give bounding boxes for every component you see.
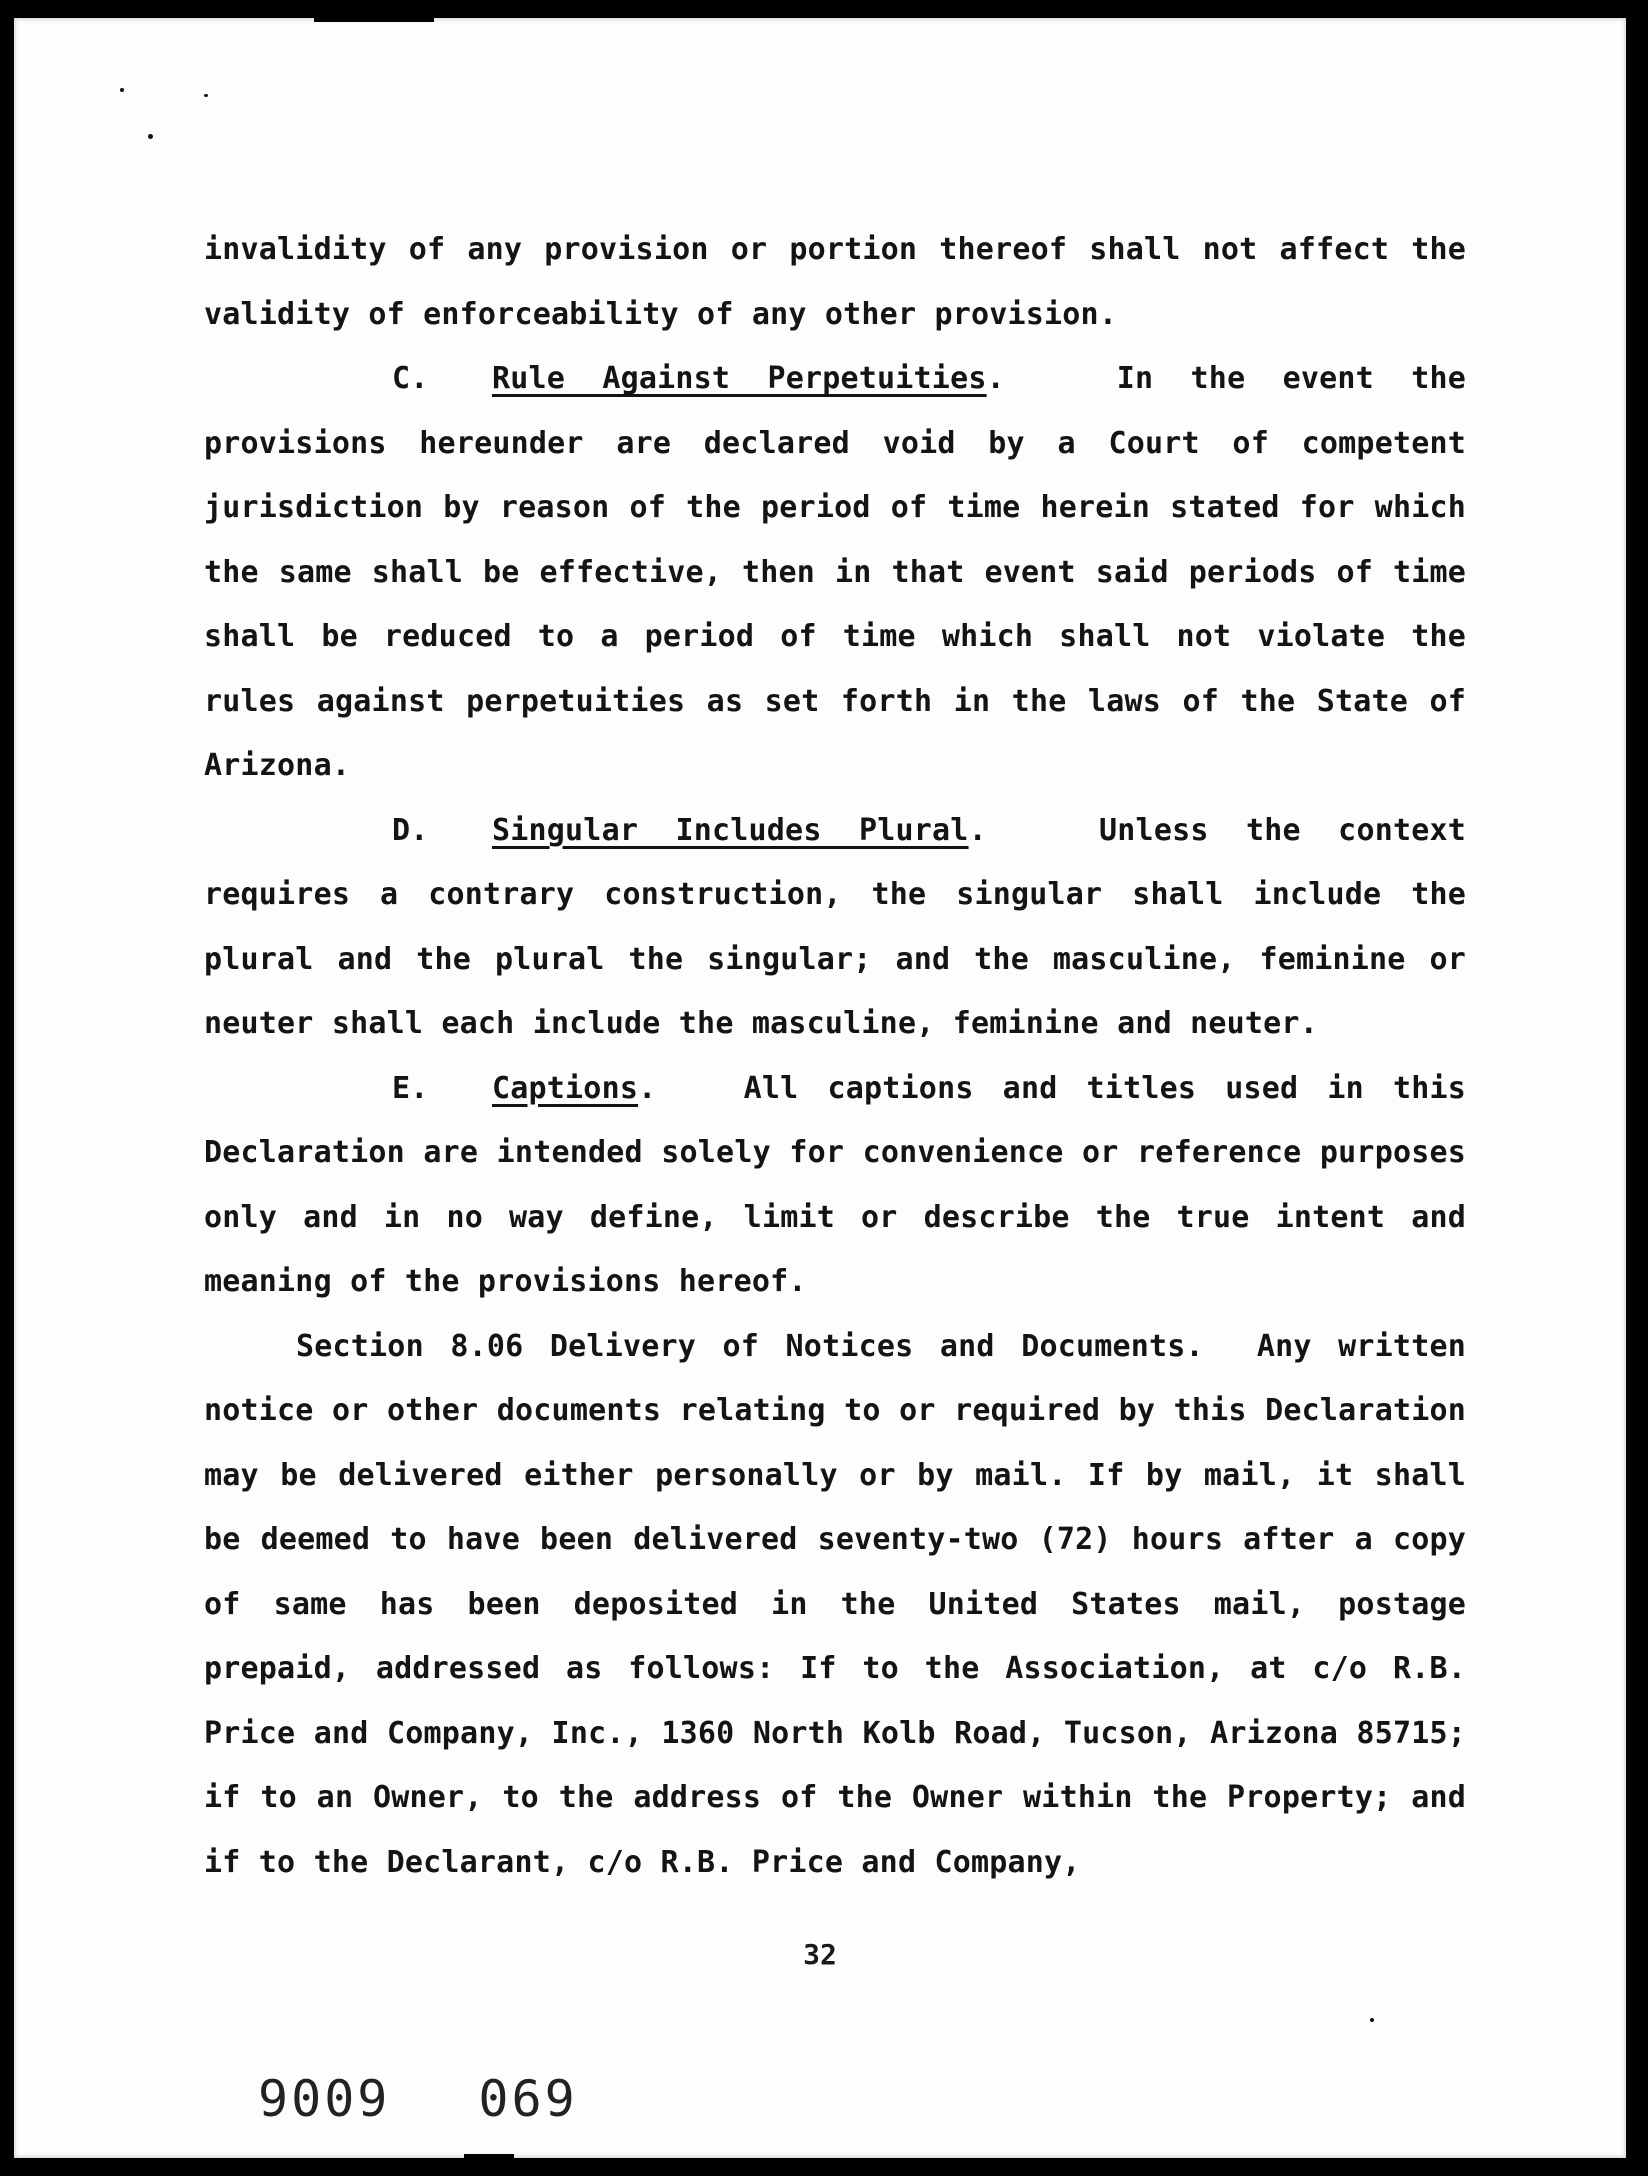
body-text [204, 218, 1466, 1895]
clause-letter: C. [392, 361, 429, 396]
clause-letter: D. [392, 812, 429, 848]
scan-edge-mark [314, 18, 434, 22]
stamp-book: 9009 [258, 2070, 391, 2128]
document-page [14, 18, 1626, 2158]
page-number: 32 [803, 1938, 837, 1971]
continuation-paragraph: invalidity of any provision or portion thereof shall not affect the validity of enforceability of any other provision. [204, 232, 1466, 332]
scan-speck [148, 134, 153, 139]
scan-speck [1370, 2018, 1374, 2022]
clause-heading: Singular Includes Plural [492, 812, 969, 848]
clause-letter: E. [392, 1070, 429, 1106]
stamp-page: 069 [478, 2070, 578, 2128]
section-label: Section 8.06 [296, 1328, 524, 1364]
scan-edge-mark [464, 2154, 514, 2158]
section-title: Delivery of Notices and Documents. [549, 1328, 1204, 1364]
section-paragraph [204, 1315, 1466, 1896]
scan-speck [204, 94, 208, 97]
section-text: Any written notice or other documents relating to or required by this Declaration may be delivered either personally or by mail. If by mail, it shall be deemed to have been delivered seventy-two (72) hours after a copy of same has been deposited in the United States mail, postage prepaid, addressed as follows: If to the Association, at c/o R.B. Price and Company, Inc., 1360 North Kolb Road, Tucson, Arizona 85715; if to an Owner, to the address of the Owner within the Property; and if to the Declarant, c/o R.B. Price and Company, [204, 1328, 1466, 1880]
clause-text: In the event the provisions hereunder are declared void by a Court of competent jurisdiction by reason of the period of time herein stated for which the same shall be effective, then in that event said periods of time shall be reduced to a period of time which shall not violate the rules against perpetuities as set forth in the laws of the State of Arizona. [204, 361, 1467, 783]
clause-text: Unless the context requires a contrary construction, the singular shall include the plural and the plural the singular; and the masculine, feminine or neuter shall each include the masculine, feminine and neuter. [204, 812, 1467, 1041]
clause-c: C. Rule Against Perpetuities. In the event the provisions hereunder are declared void by a Court of competent jurisdiction by reason of the period of time herein stated for which the same shall be effective, then in that event said periods of time shall be reduced to a period of time which shall not violate the rules against perpetuities as set forth in the laws of the State of Arizona. [204, 347, 1466, 799]
recording-stamp [258, 2070, 578, 2128]
clause-d: D. Singular Includes Plural. Unless the context requires a contrary construction, the singular shall include the plural and the plural the singular; and the masculine, feminine or neuter shall each include the masculine, feminine and neuter. [204, 799, 1466, 1057]
clause-e: E. Captions. All captions and titles used in this Declaration are intended solely for convenience or reference purposes only and in no way define, limit or describe the true intent and meaning of the provisions hereof. [204, 1057, 1466, 1315]
clause-text: All captions and titles used in this Declaration are intended solely for convenience or reference purposes only and in no way define, limit or describe the true intent and meaning of the provisions hereof. [204, 1070, 1466, 1299]
scan-speck [120, 88, 124, 92]
clause-heading: Rule Against Perpetuities [492, 361, 987, 396]
clause-heading: Captions [492, 1070, 639, 1106]
